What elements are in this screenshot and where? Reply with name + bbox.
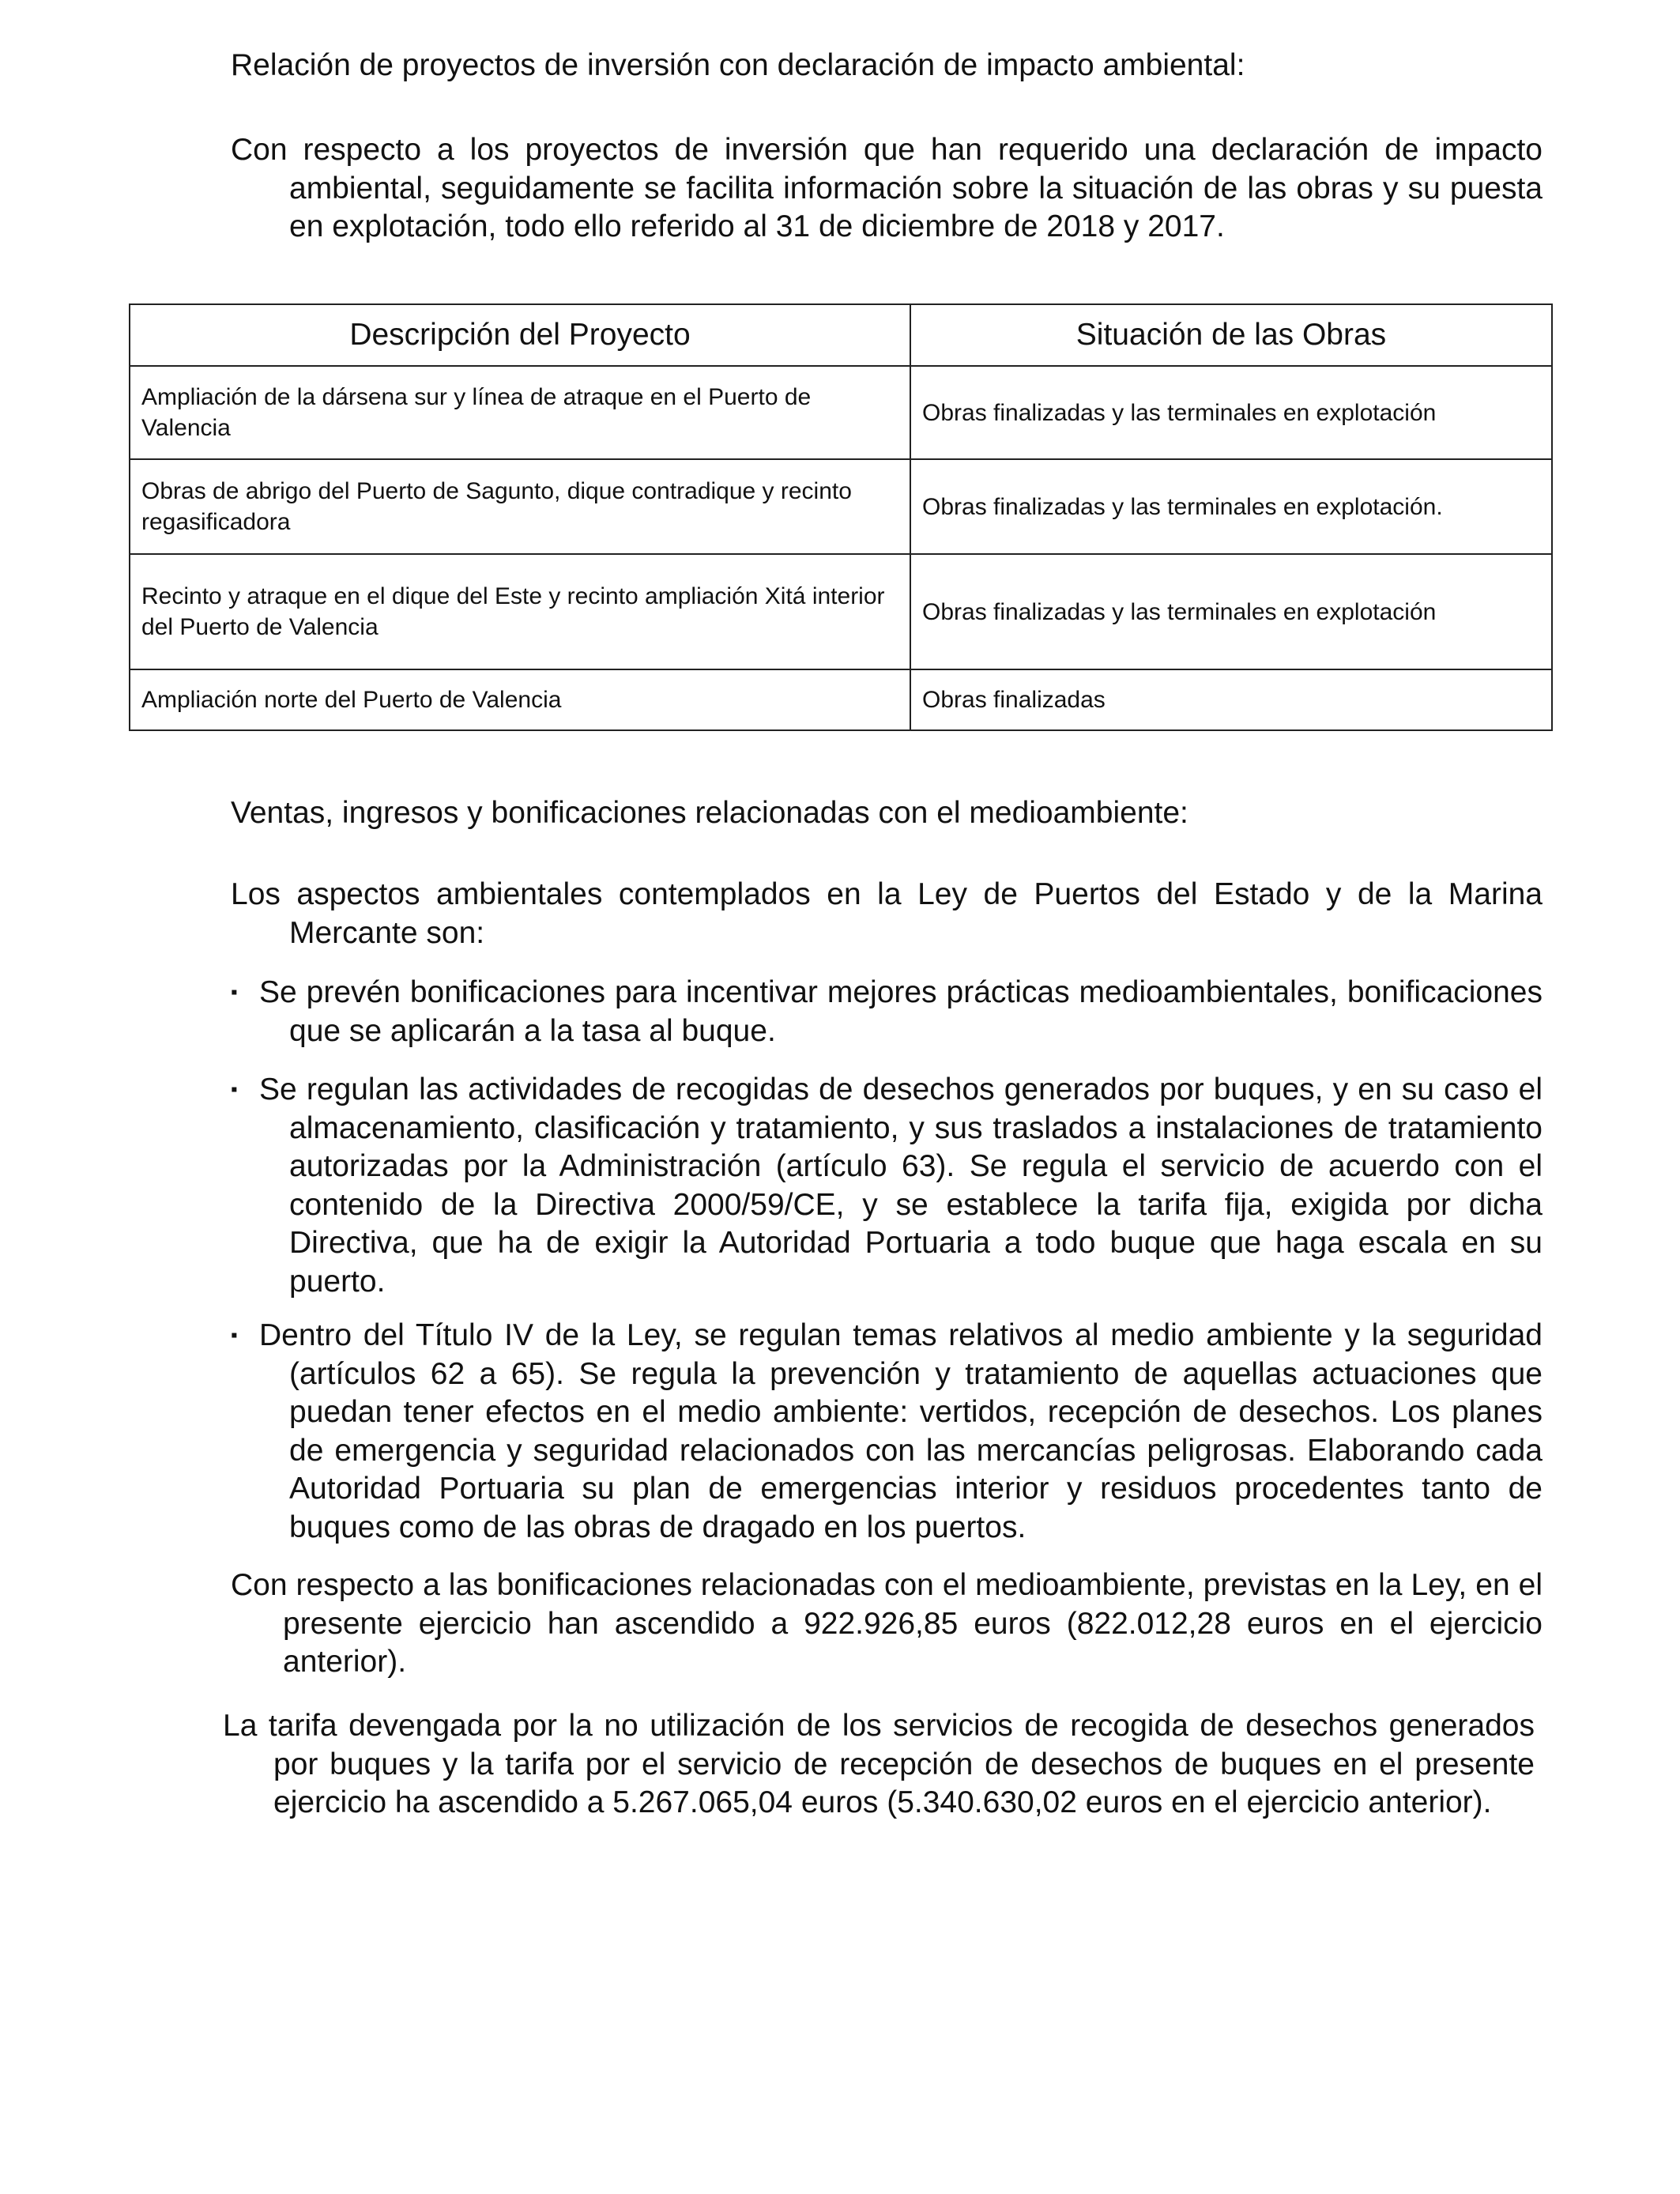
- project-description-cell: Obras de abrigo del Puerto de Sagunto, dique contradique y recinto regasificadora: [130, 459, 910, 554]
- bullet-square-icon: ▪: [231, 982, 238, 1003]
- bullet-square-icon: ▪: [231, 1325, 238, 1346]
- table-header-row: [130, 304, 1552, 366]
- table-row: [130, 554, 1552, 669]
- project-status-cell: Obras finalizadas: [910, 669, 1552, 730]
- project-description-cell: Ampliación de la dársena sur y línea de atraque en el Puerto de Valencia: [130, 366, 910, 459]
- list-item: [231, 974, 1543, 1050]
- project-description-cell: Recinto y atraque en el dique del Este y recinto ampliación Xitá interior del Puerto de Valencia: [130, 554, 910, 669]
- bonus-paragraph: Con respecto a las bonificaciones relacionadas con el medioambiente, previstas en la Ley, en el presente ejercicio han ascendido a 922.926,85 euros (822.012,28 euros en el ejercicio anterior).: [231, 1568, 1543, 1679]
- project-description-cell: Ampliación norte del Puerto de Valencia: [130, 669, 910, 730]
- table-row: [130, 669, 1552, 730]
- column-header-status: Situación de las Obras: [910, 304, 1552, 366]
- intro-paragraph-environmental-aspects: Los aspectos ambientales contemplados en la Ley de Puertos del Estado y de la Marina Mercante son:: [231, 877, 1543, 950]
- project-status-cell: Obras finalizadas y las terminales en explotación: [910, 366, 1552, 459]
- list-item: [231, 1317, 1543, 1547]
- column-header-description: Descripción del Proyecto: [130, 304, 910, 366]
- table-row: [130, 459, 1552, 554]
- tariff-paragraph: La tarifa devengada por la no utilización de los servicios de recogida de desechos generados por buques y la tarifa por el servicio de recepción de desechos de buques en el presente ejercicio ha ascendido a 5.267.065,04 euros (5.340.630,02 euros en el ejercicio anterior).: [223, 1709, 1535, 1819]
- bullet-square-icon: ▪: [231, 1079, 238, 1100]
- project-status-cell: Obras finalizadas y las terminales en explotación.: [910, 459, 1552, 554]
- list-item: [231, 1071, 1543, 1301]
- list-item-text: Se prevén bonificaciones para incentivar mejores prácticas medioambientales, bonificaciones que se aplicarán a la tasa al buque.: [259, 975, 1543, 1048]
- table-row: [130, 366, 1552, 459]
- intro-paragraph-investment: Con respecto a los proyectos de inversión que han requerido una declaración de impacto ambiental, seguidamente se facilita información sobre la situación de las obras y su puesta en explotación, todo ello referido al 31 de diciembre de 2018 y 2017.: [231, 133, 1543, 243]
- project-status-cell: Obras finalizadas y las terminales en explotación: [910, 554, 1552, 669]
- projects-table: [129, 303, 1553, 731]
- list-item-text: Se regulan las actividades de recogidas de desechos generados por buques, y en su caso el almacenamiento, clasificación y tratamiento, y sus traslados a instalaciones de tratamiento autorizadas por la Administración (artículo 63). Se regula el servicio de acuerdo con el contenido de la Directiva 2000/59/CE, y se establece la tarifa fija, exigida por dicha Directiva, que ha de exigir la Autoridad Portuaria a todo buque que haga escala en su puerto.: [259, 1072, 1543, 1299]
- section-heading-environmental-revenue: Ventas, ingresos y bonificaciones relacionadas con el medioambiente:: [231, 796, 1188, 830]
- list-item-text: Dentro del Título IV de la Ley, se regulan temas relativos al medio ambiente y la seguridad (artículos 62 a 65). Se regula la prevención y tratamiento de aquellas actuaciones que puedan tener efectos en el medio ambiente: vertidos, recepción de desechos. Los planes de emergencia y seguridad relacionados con las mercancías peligrosas. Elaborando cada Autoridad Portuaria su plan de emergencias interior y residuos procedentes tanto de buques como de las obras de dragado en los puertos.: [259, 1318, 1543, 1544]
- section-heading-investment-projects: Relación de proyectos de inversión con declaración de impacto ambiental:: [231, 48, 1245, 82]
